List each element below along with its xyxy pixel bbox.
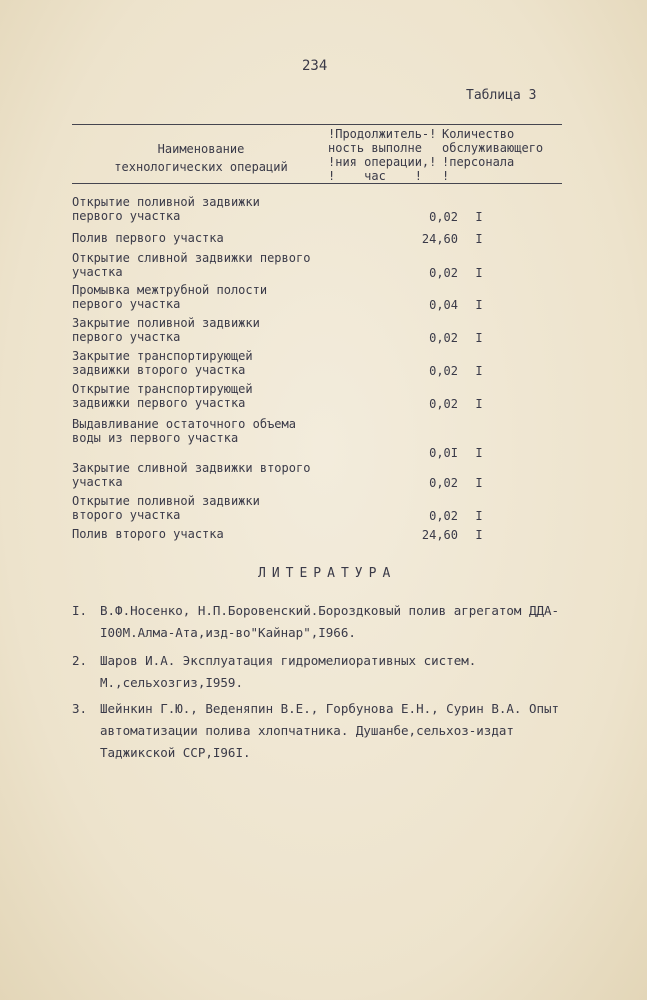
operation-duration: 0,04 (429, 297, 458, 312)
operation-duration: 0,02 (429, 508, 458, 523)
personnel-count: I (475, 265, 483, 280)
reference-text: Шаров И.А. Эксплуатация гидромелиоративных систем. М.,сельхозгиз,I959. (100, 653, 477, 690)
operation-name: Закрытие сливной задвижки второго участка (72, 461, 311, 489)
table-top-rule (72, 124, 562, 125)
operation-duration: 0,02 (429, 475, 458, 490)
table-row (72, 252, 492, 280)
table-row (72, 350, 492, 378)
header-operations-line2: технологических операций (114, 160, 288, 174)
table-row (72, 418, 492, 460)
personnel-count: I (475, 445, 483, 460)
operation-duration: 0,02 (429, 209, 458, 224)
reference-number: 3. (72, 701, 88, 716)
personnel-count: I (475, 231, 483, 246)
reference-text: Шейнкин Г.Ю., Веденяпин В.Е., Горбунова Е.Н., Сурин В.А. Опыт автоматизации полива хлопчатника. Душанбе,сельхоз-издат Таджикской ССР,I96I. (100, 701, 560, 760)
operation-name: Полив первого участка (72, 231, 224, 245)
table-row (72, 528, 492, 542)
personnel-count: I (475, 363, 483, 378)
header-duration: !Продолжитель-! ность выполне !ния операции,! ! час ! (328, 127, 437, 183)
operation-duration: 0,02 (429, 396, 458, 411)
personnel-count: I (475, 396, 483, 411)
operation-name: Открытие поливной задвижки первого участка (72, 195, 260, 223)
table-label: Таблица 3 (466, 88, 537, 103)
operation-name: Закрытие транспортирующей задвижки второго участка (72, 349, 253, 377)
reference-number: I. (72, 603, 88, 618)
table-row (72, 232, 492, 246)
operation-duration: 0,02 (429, 330, 458, 345)
operation-name: Выдавливание остаточного объема воды из первого участка (72, 417, 296, 445)
operation-name: Закрытие поливной задвижки первого участка (72, 316, 260, 344)
literature-title: ЛИТЕРАТУРА (258, 566, 397, 581)
table-header-rule (72, 183, 562, 184)
operation-name: Открытие поливной задвижки второго участка (72, 494, 260, 522)
operation-name: Открытие транспортирующей задвижки первого участка (72, 382, 253, 410)
table-row (72, 196, 492, 224)
operation-duration: 0,0I (429, 445, 458, 460)
operation-duration: 24,60 (421, 527, 458, 542)
operation-name: Открытие сливной задвижки первого участка (72, 251, 311, 279)
personnel-count: I (475, 209, 483, 224)
personnel-count: I (475, 475, 483, 490)
operation-duration: 24,60 (421, 231, 458, 246)
reference-number: 2. (72, 653, 88, 668)
reference-text: В.Ф.Носенко, Н.П.Боровенский.Бороздковый полив агрегатом ДДА-I00М.Алма-Ата,изд-во"Кайнар",I966. (100, 603, 560, 640)
personnel-count: I (475, 297, 483, 312)
personnel-count: I (475, 330, 483, 345)
personnel-count: I (475, 508, 483, 523)
header-personnel: Количество обслуживающего !персонала ! (442, 127, 544, 183)
table-row (72, 462, 492, 490)
table-row (72, 317, 492, 345)
operation-duration: 0,02 (429, 363, 458, 378)
operation-name: Промывка межтрубной полости первого участка (72, 283, 268, 311)
operation-duration: 0,02 (429, 265, 458, 280)
personnel-count: I (475, 527, 483, 542)
table-row (72, 284, 492, 312)
header-operations-line1: Наименование (157, 142, 245, 156)
page-number: 234 (302, 58, 328, 74)
table-row (72, 383, 492, 411)
header-operations (72, 140, 330, 176)
table-row (72, 495, 492, 523)
operation-name: Полив второго участка (72, 527, 224, 541)
